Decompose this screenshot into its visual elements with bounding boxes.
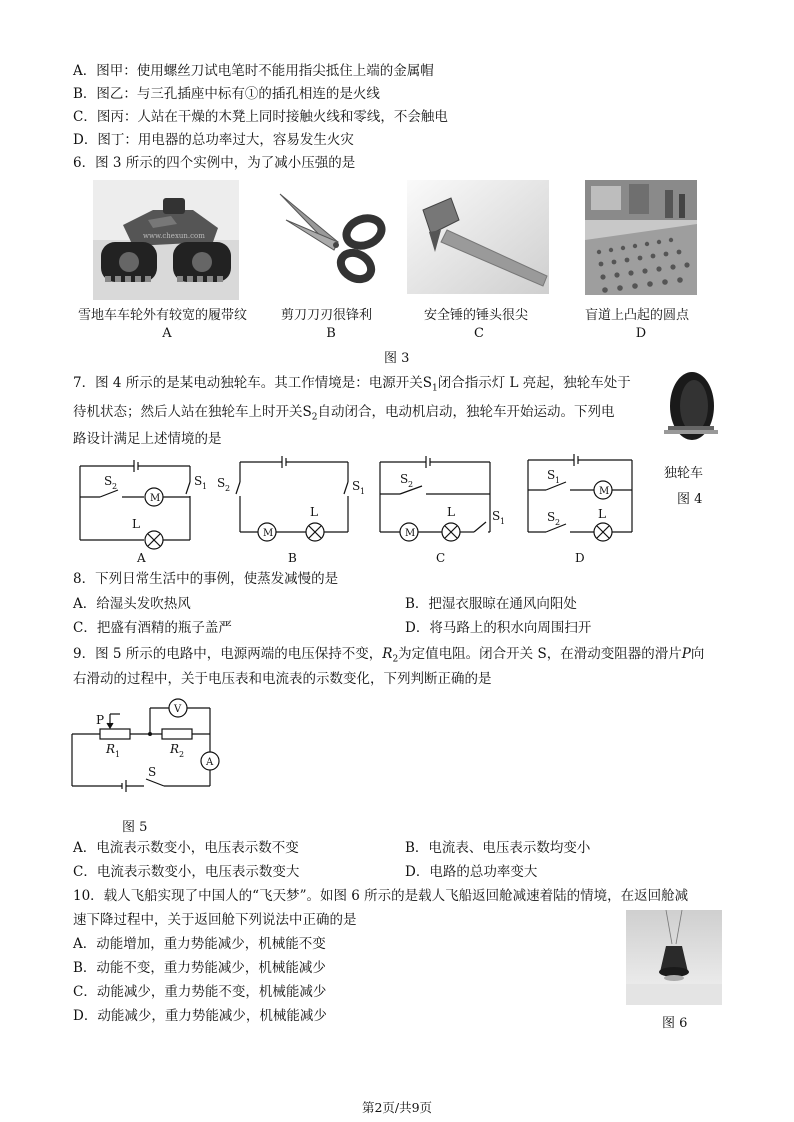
svg-text:P: P <box>96 713 105 727</box>
svg-text:2: 2 <box>225 484 231 493</box>
figure-3-label: 图 3 <box>384 351 410 366</box>
figure-5-label: 图 5 <box>122 820 148 835</box>
svg-text:L: L <box>598 507 606 521</box>
svg-text:1: 1 <box>360 487 366 496</box>
q10-option-c: C．动能减少，重力势能不变，机械能减少 <box>73 984 327 1000</box>
snowmobile-photo <box>93 180 239 300</box>
svg-text:B: B <box>288 551 297 565</box>
svg-text:2: 2 <box>112 482 118 491</box>
figure-4-label: 图 4 <box>677 492 703 507</box>
svg-text:R: R <box>170 742 180 756</box>
svg-text:L: L <box>310 505 318 519</box>
return-capsule-photo <box>626 910 722 1005</box>
q9-option-b: B．电流表、电压表示数均变小 <box>405 840 591 856</box>
q8-option-b: B．把湿衣服晾在通风向阳处 <box>405 596 577 612</box>
svg-text:2: 2 <box>408 480 414 489</box>
svg-text:1: 1 <box>115 750 121 759</box>
svg-text:1: 1 <box>555 476 561 485</box>
q9-option-d: D．电路的总功率变大 <box>405 864 538 880</box>
q9-line2: 右滑动的过程中，关于电压表和电流表的示数变化，下列判断正确的是 <box>73 671 492 687</box>
scissors-photo <box>276 180 388 286</box>
svg-text:M: M <box>405 528 416 539</box>
figure-6-label: 图 6 <box>662 1016 688 1031</box>
q10-line2: 速下降过程中，关于返回舱下列说法中正确的是 <box>73 912 357 928</box>
q7-circuits <box>70 450 650 570</box>
svg-text:M: M <box>263 528 274 539</box>
page-footer: 第2页/共9页 <box>361 1100 433 1115</box>
q10-option-d: D．动能减少，重力势能减少，机械能减少 <box>73 1008 327 1024</box>
q8-option-d: D．将马路上的积水向周围扫开 <box>405 620 592 636</box>
q9-option-a: A．电流表示数变小，电压表示数不变 <box>73 840 299 856</box>
svg-text:S: S <box>492 509 501 523</box>
q10-option-b: B．动能不变，重力势能减少，机械能减少 <box>73 960 326 976</box>
safety-hammer-photo <box>407 180 549 294</box>
svg-text:S: S <box>148 765 157 779</box>
svg-text:A: A <box>206 757 214 768</box>
svg-text:S: S <box>352 479 361 493</box>
svg-text:2: 2 <box>555 518 561 527</box>
q5-option-c: C．图丙：人站在干燥的木凳上同时接触火线和零线，不会触电 <box>73 109 448 125</box>
caption-d: 盲道上凸起的圆点 <box>585 308 690 323</box>
svg-text:R: R <box>106 742 116 756</box>
letter-c: C <box>474 326 484 341</box>
q10-line1: 10．载人飞船实现了中国人的“飞天梦”。如图 6 所示的是载人飞船返回舱减速着陆的情境，在返回舱减 <box>73 888 689 904</box>
caption-b: 剪刀刀刃很锋利 <box>281 308 373 323</box>
q7-line3: 路设计满足上述情境的是 <box>73 431 222 447</box>
svg-text:V: V <box>174 704 182 715</box>
letter-d: D <box>635 326 647 341</box>
q9-option-c: C．电流表示数变小，电压表示数变大 <box>73 864 300 880</box>
q8-option-c: C．把盛有酒精的瓶子盖严 <box>73 620 232 636</box>
caption-a: 雪地车车轮外有较宽的履带纹 <box>78 308 248 323</box>
figure-5-circuit <box>66 696 226 802</box>
photo-watermark: www.chexun.com <box>143 232 205 240</box>
q5-option-b: B．图乙：与三孔插座中标有①的插孔相连的是火线 <box>73 86 380 102</box>
q7-line2: 待机状态；然后人站在独轮车上时开关$S_2$自动闭合，电动机启动，独轮车开始运动。下列电 <box>73 404 615 423</box>
svg-text:C: C <box>436 551 446 565</box>
svg-text:2: 2 <box>179 750 185 759</box>
svg-text:S: S <box>217 476 226 490</box>
q8-stem: 8．下列日常生活中的事例，使蒸发减慢的是 <box>73 571 339 587</box>
caption-c: 安全锤的锤头很尖 <box>424 308 529 323</box>
svg-text:S: S <box>194 474 203 488</box>
unicycle-caption: 独轮车 <box>664 466 704 481</box>
svg-text:L: L <box>447 505 455 519</box>
svg-text:D: D <box>575 551 585 565</box>
svg-text:S: S <box>104 474 113 488</box>
unicycle-photo <box>660 370 720 452</box>
q5-option-d: D．图丁：用电器的总功率过大，容易发生火灾 <box>73 132 354 148</box>
q6-stem: 6．图 3 所示的四个实例中，为了减小压强的是 <box>73 155 356 171</box>
svg-text:S: S <box>547 510 556 524</box>
q7-line1: 7．图 4 所示的是某电动独轮车。其工作情境是：电源开关$S_1$闭合指示灯 L 亮起，独轮车处于 <box>73 375 631 394</box>
letter-b: B <box>326 326 336 341</box>
svg-text:M: M <box>599 486 610 497</box>
svg-text:1: 1 <box>202 482 208 491</box>
q5-option-a: A．图甲：使用螺丝刀试电笔时不能用指尖抵住上端的金属帽 <box>73 63 434 79</box>
q9-line1: 9．图 5 所示的电路中，电源两端的电压保持不变，$R_2$为定值电阻。闭合开关 S，在滑动变阻器的滑片P向 <box>73 646 705 665</box>
svg-text:S: S <box>547 468 556 482</box>
svg-text:S: S <box>400 472 409 486</box>
svg-text:L: L <box>132 517 140 531</box>
svg-text:A: A <box>137 551 146 565</box>
svg-text:M: M <box>150 493 161 504</box>
letter-a: A <box>162 326 172 341</box>
q10-option-a: A．动能增加，重力势能减少，机械能不变 <box>73 936 326 952</box>
tactile-paving-photo <box>585 180 697 295</box>
q8-option-a: A．给湿头发吹热风 <box>73 596 191 612</box>
svg-text:1: 1 <box>500 517 506 526</box>
